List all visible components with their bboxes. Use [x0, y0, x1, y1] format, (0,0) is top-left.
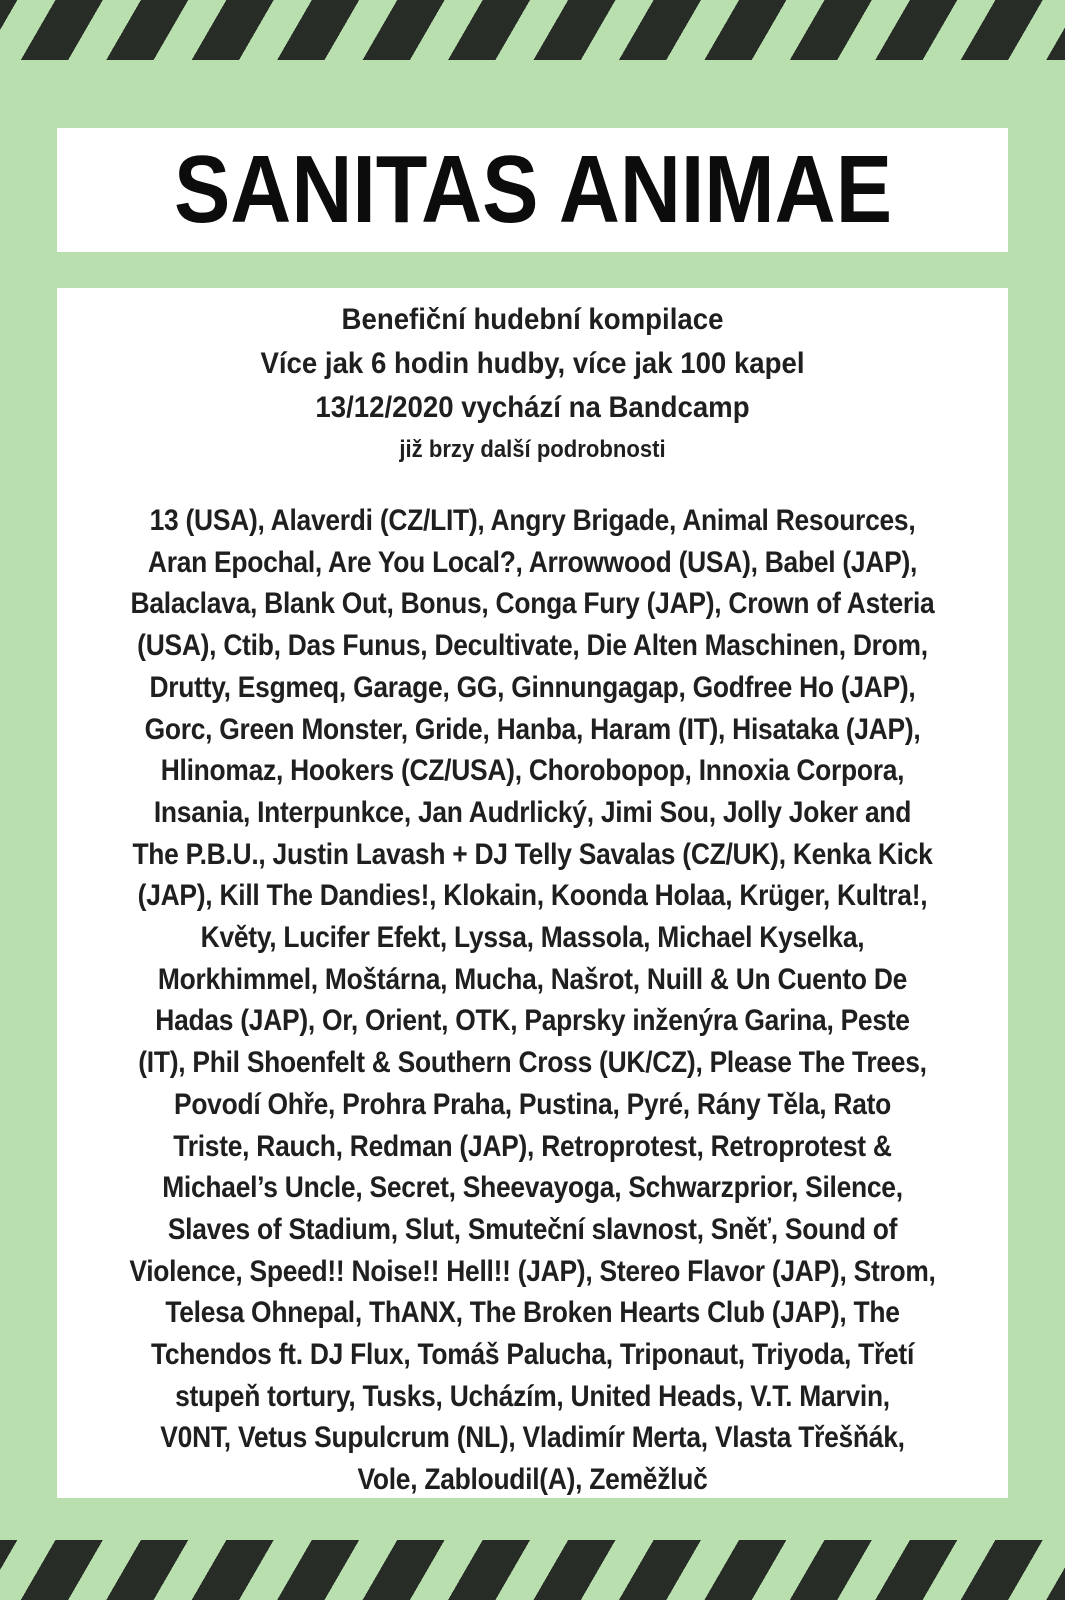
spacer — [57, 470, 1008, 500]
band-list-line: Aran Epochal, Are You Local?, Arrowwood (USA), Babel (JAP), — [147, 545, 918, 579]
band-list-line: Violence, Speed!! Noise!! Hell!! (JAP), Stereo Flavor (JAP), Strom, — [129, 1254, 936, 1288]
band-list-line: V0NT, Vetus Supulcrum (NL), Vladimír Merta, Vlasta Třešňák, — [160, 1421, 905, 1455]
band-list-line: Hlinomaz, Hookers (CZ/USA), Chorobopop, Innoxia Corpora, — [160, 754, 905, 788]
band-list-line: 13 (USA), Alaverdi (CZ/LIT), Angry Brigade, Animal Resources, — [149, 504, 916, 537]
subtitle-line: Více jak 6 hodin hudby, více jak 100 kapel — [260, 347, 805, 380]
bottom-stripe-band — [0, 1540, 1065, 1600]
band-list-line: Slaves of Stadium, Slut, Smuteční slavnost, Sněť, Sound of — [167, 1212, 898, 1246]
band-list-line: Michael’s Uncle, Secret, Sheevayoga, Schwarzprior, Silence, — [162, 1171, 903, 1205]
band-list-line: Insania, Interpunkce, Jan Audrlický, Jimi Sou, Jolly Joker and — [153, 795, 912, 829]
band-list-line: Vole, Zabloudil(A), Zeměžluč — [357, 1463, 708, 1497]
subtitle-note: již brzy další podrobnosti — [399, 436, 666, 463]
band-list-line: The P.B.U., Justin Lavash + DJ Telly Savalas (CZ/UK), Kenka Kick — [132, 837, 933, 871]
band-list-line: Tchendos ft. DJ Flux, Tomáš Palucha, Triponaut, Triyoda, Třetí — [150, 1338, 915, 1372]
title-panel — [57, 128, 1008, 252]
band-list-line: (JAP), Kill The Dandies!, Klokain, Koonda Holaa, Krüger, Kultra!, — [137, 879, 928, 913]
top-stripe-band — [0, 0, 1065, 60]
band-list-line: Balaclava, Blank Out, Bonus, Conga Fury (JAP), Crown of Asteria — [130, 587, 935, 621]
band-list-line: Telesa Ohnepal, ThANX, The Broken Hearts Club (JAP), The — [165, 1296, 900, 1330]
subtitle-line: Benefiční hudební kompilace — [341, 303, 724, 336]
band-list-line: Hadas (JAP), Or, Orient, OTK, Paprsky inženýra Garina, Peste — [155, 1004, 910, 1038]
band-list-line: (USA), Ctib, Das Funus, Decultivate, Die Alten Maschinen, Drom, — [137, 629, 928, 663]
band-list-line: Gorc, Green Monster, Gride, Hanba, Haram (IT), Hisataka (JAP), — [144, 712, 921, 746]
band-list-line: Drutty, Esgmeq, Garage, GG, Ginnungagap, Godfree Ho (JAP), — [149, 670, 916, 704]
band-list-line: stupeň tortury, Tusks, Ucházím, United Heads, V.T. Marvin, — [175, 1379, 890, 1413]
band-list — [57, 500, 1008, 1501]
band-list-line: Povodí Ohře, Prohra Praha, Pustina, Pyré, Rány Těla, Rato — [173, 1087, 892, 1121]
subtitle-line: 13/12/2020 vychází na Bandcamp — [315, 391, 750, 424]
content-panel — [57, 288, 1008, 1498]
band-list-line: Triste, Rauch, Redman (JAP), Retroprotest, Retroprotest & — [173, 1129, 892, 1163]
poster-title: SANITAS ANIMAE — [173, 136, 892, 243]
band-list-line: Květy, Lucifer Efekt, Lyssa, Massola, Michael Kyselka, — [200, 921, 865, 955]
band-list-line: (IT), Phil Shoenfelt & Southern Cross (UK/CZ), Please The Trees, — [138, 1046, 927, 1080]
band-list-line: Morkhimmel, Moštárna, Mucha, Našrot, Nuill & Un Cuento De — [157, 962, 908, 996]
subtitle-block — [57, 298, 1008, 470]
